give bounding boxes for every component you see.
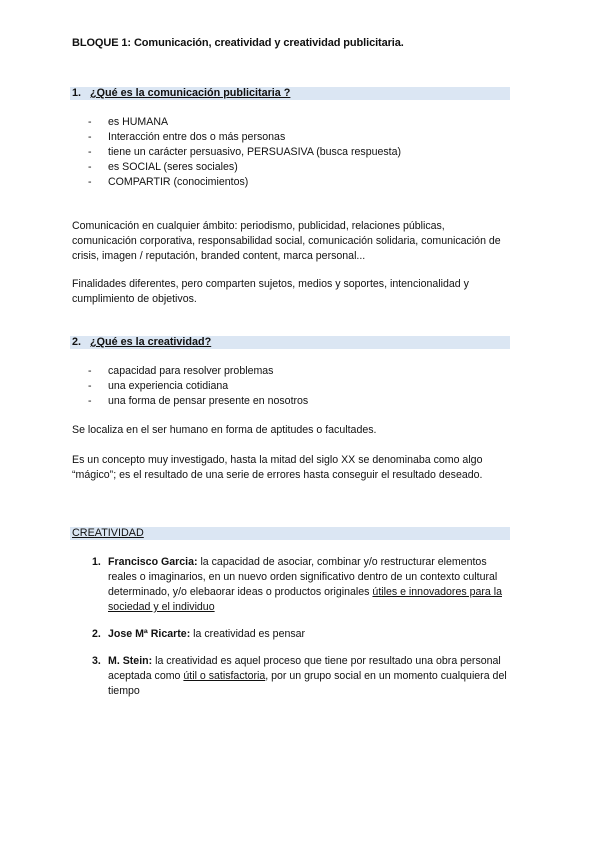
item-text: determinado, y/o elebaorar ideas o productos originales [108, 586, 373, 598]
section-1-number: 1. [72, 87, 82, 99]
paragraph-line: Finalidades diferentes, pero comparten sujetos, medios y soportes, intencionalidad y [72, 278, 469, 290]
list-item: - Interacción entre dos o más personas [88, 130, 401, 145]
item-text: la creatividad es pensar [190, 628, 306, 640]
creatividad-definitions-list [92, 555, 524, 711]
list-item [92, 627, 524, 642]
section-1-heading: ¿Qué es la comunicación publicitaria ? [90, 87, 291, 99]
list-item [92, 555, 524, 615]
list-item: - una experiencia cotidiana [88, 379, 308, 394]
section-2-heading-bar [70, 336, 510, 349]
list-item: - es HUMANA [88, 115, 401, 130]
paragraph-line: cumplimiento de objetivos. [72, 293, 197, 305]
paragraph-line: comunicación corporativa, responsabilidad social, comunicación solidaria, comunicación de [72, 235, 501, 247]
list-item: - tiene un carácter persuasivo, PERSUASIVA (busca respuesta) [88, 145, 401, 160]
list-item [92, 654, 524, 699]
section-1-bullet-list [88, 115, 401, 190]
item-line [108, 555, 524, 570]
paragraph-line: crisis, imagen / reputación, branded content, marca personal... [72, 250, 366, 262]
paragraph-line: “mágico”; es el resultado de una serie de errores hasta conseguir el resultado deseado. [72, 469, 483, 481]
item-text: , por un grupo social en un momento cualquiera del [265, 670, 507, 682]
paragraph-line: Se localiza en el ser humano en forma de aptitudes o facultades. [72, 424, 377, 436]
creatividad-heading-bar [70, 527, 510, 540]
list-item: - capacidad para resolver problemas [88, 364, 308, 379]
item-author: Francisco Garcia: [108, 556, 198, 568]
item-line [108, 585, 524, 600]
section-2-heading: ¿Qué es la creatividad? [90, 336, 212, 348]
item-text: la capacidad de asociar, combinar y/o restructurar elementos [197, 556, 487, 568]
list-item: - es SOCIAL (seres sociales) [88, 160, 401, 175]
item-text: la creatividad es aquel proceso que tiene por resultado una obra personal [152, 655, 501, 667]
section-2-number: 2. [72, 336, 82, 348]
paragraph-line: Comunicación en cualquier ámbito: periodismo, publicidad, relaciones públicas, [72, 220, 445, 232]
section-1-paragraph-1 [72, 219, 524, 264]
section-2-paragraph-1 [72, 423, 524, 438]
paragraph-line: Es un concepto muy investigado, hasta la mitad del siglo XX se denominaba como algo [72, 454, 483, 466]
list-item: - COMPARTIR (conocimientos) [88, 175, 401, 190]
item-number: 3. [92, 655, 101, 667]
item-text: aceptada como [108, 670, 184, 682]
item-number: 1. [92, 556, 101, 568]
list-item: - una forma de pensar presente en nosotros [88, 394, 308, 409]
item-line [108, 669, 524, 684]
item-line [108, 627, 524, 642]
section-1-heading-bar [70, 87, 510, 100]
item-underlined-text: útil o satisfactoria [183, 670, 266, 682]
section-2-bullet-list [88, 364, 308, 409]
document-title: BLOQUE 1: Comunicación, creatividad y creatividad publicitaria. [72, 37, 404, 49]
section-1-paragraph-2 [72, 277, 524, 307]
item-author: Jose Mª Ricarte: [108, 628, 191, 640]
item-underlined-text: útiles e innovadores para la [372, 586, 502, 598]
section-2-paragraph-2 [72, 453, 524, 483]
creatividad-heading: CREATIVIDAD [72, 527, 144, 539]
item-line: tiempo [108, 685, 140, 697]
item-line: reales o imaginarios, en un nuevo orden significativo dentro de un contexto cultural [108, 571, 498, 583]
item-number: 2. [92, 628, 101, 640]
item-line [108, 600, 524, 615]
item-underlined-text: sociedad y el individuo [108, 601, 215, 613]
item-line [108, 654, 524, 669]
item-author: M. Stein: [108, 655, 153, 667]
